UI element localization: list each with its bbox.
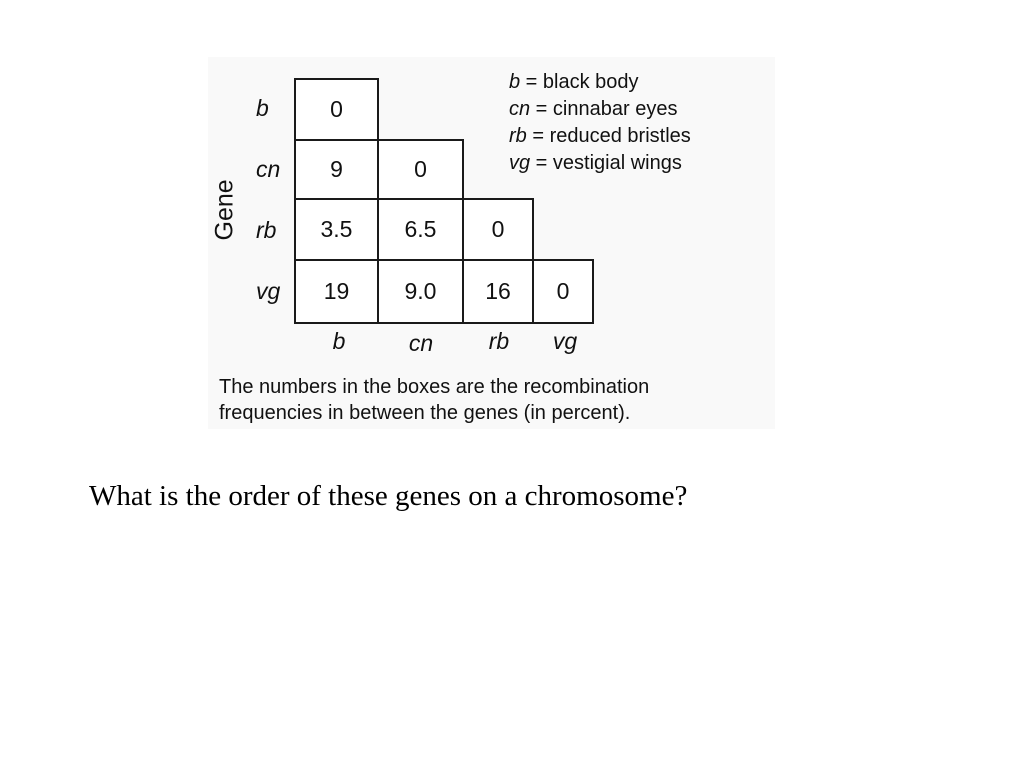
legend-text: = reduced bristles [526,125,691,147]
matrix-cell-vg-cn: 9.0 [377,259,464,324]
legend-entry-cn [509,96,691,123]
matrix-cell-vg-rb: 16 [462,259,534,324]
column-label-vg: vg [552,328,578,354]
row-label-cn: cn [256,156,281,182]
legend-symbol: b [509,71,521,93]
legend-text: = cinnabar eyes [530,98,678,120]
legend-text: = vestigial wings [530,152,682,174]
legend-text: = black body [520,71,639,93]
figure-caption [219,374,649,426]
gene-axis-label: Gene [210,179,239,241]
row-label-vg: vg [256,278,281,304]
legend-entry-rb [509,123,691,150]
caption-line-2: frequencies in between the genes (in percent). [219,402,631,424]
column-label-b: b [332,328,346,354]
legend-symbol: vg [509,152,531,174]
column-label-cn: cn [408,330,434,356]
matrix-cell-rb-cn: 6.5 [377,198,464,261]
matrix-cell-cn-b: 9 [294,139,379,200]
legend-entry-vg [509,150,691,177]
matrix-cell-cn-cn: 0 [377,139,464,200]
legend-symbol: rb [509,125,527,147]
row-label-b: b [256,95,269,121]
legend-symbol: cn [509,98,531,120]
gene-legend [509,69,691,177]
caption-line-1: The numbers in the boxes are the recombination [219,376,650,398]
matrix-cell-rb-rb: 0 [462,198,534,261]
matrix-cell-b-b: 0 [294,78,379,141]
matrix-cell-vg-b: 19 [294,259,379,324]
legend-entry-b [509,69,691,96]
question-text: What is the order of these genes on a chromosome? [89,480,688,512]
matrix-cell-vg-vg: 0 [532,259,594,324]
matrix-cell-rb-b: 3.5 [294,198,379,261]
column-label-rb: rb [488,328,510,354]
row-label-rb: rb [256,217,277,243]
